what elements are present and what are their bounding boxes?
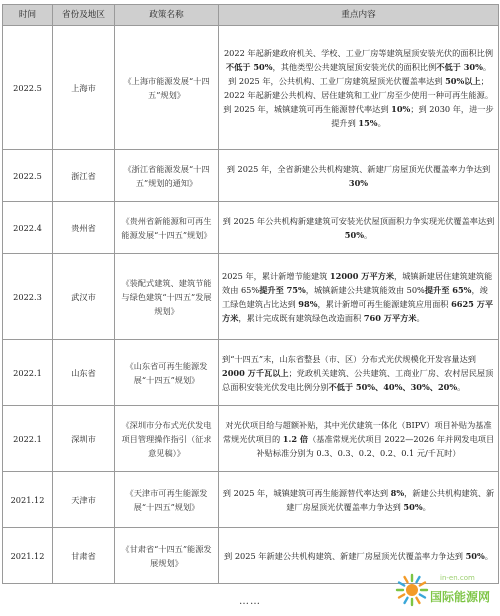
cell-policy-name: 《上海市能源发展“十四五”规划》 xyxy=(115,26,219,150)
content-text: ，城镇新建居住建筑建筑能效由 65% xyxy=(222,270,493,295)
content-text: ，其他类型公共建筑屋顶安装光伏的面积比例 xyxy=(272,61,437,72)
table-body xyxy=(3,26,499,584)
policy-table xyxy=(2,4,499,584)
sun-ray xyxy=(420,595,425,598)
content-paragraph xyxy=(222,162,495,190)
sun-logo-icon xyxy=(394,568,430,608)
cell-date: 2022.5 xyxy=(3,26,53,150)
highlight-text: 12000 万平方米 xyxy=(329,270,395,281)
sun-ray xyxy=(417,577,420,582)
cell-date: 2022.1 xyxy=(3,340,53,406)
cell-region: 深圳市 xyxy=(53,406,115,472)
content-text: 到 2025 年公共机构新建建筑可安装光伏屋顶面积力争实现光伏覆盖率达到 xyxy=(222,215,495,226)
cell-date: 2021.12 xyxy=(3,472,53,528)
content-text: ，城镇新建公共建筑能效由 50% xyxy=(305,284,425,295)
watermark-text: 国际能源网 xyxy=(430,590,491,604)
cell-date: 2021.12 xyxy=(3,528,53,584)
content-text: 到 2025 年新建公共机构建筑、新建厂房屋顶光伏覆盖率力争达到 xyxy=(224,550,466,561)
highlight-text: 提升至 65% xyxy=(424,284,472,295)
cell-policy-name: 《深圳市分布式光伏发电项目管理操作指引（征求意见稿）》 xyxy=(115,406,219,472)
table-row xyxy=(3,406,499,472)
cell-policy-name: 《天津市可再生能源发展“十四五”规划》 xyxy=(115,472,219,528)
content-paragraph xyxy=(222,269,495,325)
highlight-text: 50% xyxy=(344,229,364,240)
cell-region: 浙江省 xyxy=(53,150,115,202)
content-paragraph xyxy=(222,486,495,514)
table-header-row xyxy=(3,5,499,26)
content-text: 。 xyxy=(363,229,373,240)
table-row xyxy=(3,150,499,202)
cell-region: 山东省 xyxy=(53,340,115,406)
cell-key-content xyxy=(219,406,499,472)
table-row xyxy=(3,202,499,254)
content-text: 到 2025 年，城镇建筑可再生能源替代率达到 xyxy=(222,487,391,498)
content-text: ；党政机关建筑、公共建筑、工商业厂房、农村居民屋顶总面积安装光伏发电比例分别 xyxy=(222,367,494,392)
content-text: ；到 2030 年，进一步提升到 xyxy=(331,103,494,128)
highlight-text: 30% xyxy=(348,177,369,188)
content-text: 对光伏项目给与超额补贴，其中光伏建筑一体化（BIPV）项目补贴为基准常规光伏项目的 xyxy=(222,419,492,444)
highlight-text: 760 万平方米 xyxy=(363,312,417,323)
cell-policy-name: 《装配式建筑、建筑节能与绿色建筑“十四五”发展规划》 xyxy=(115,254,219,340)
content-paragraph xyxy=(222,88,495,102)
content-paragraph xyxy=(222,214,495,242)
content-paragraph xyxy=(222,549,495,563)
cell-key-content xyxy=(219,340,499,406)
highlight-text: 不低于 30% xyxy=(436,61,483,72)
sun-ray xyxy=(405,598,408,603)
highlight-text: 2000 万千瓦以上 xyxy=(222,367,289,378)
content-text: 2025 年，累计新增节能建筑 xyxy=(222,270,330,281)
content-text: ，累计新增可再生能源建筑应用面积 xyxy=(317,298,452,309)
content-text: 2022 年起新建公共机构、居住建筑和工业厂房至少使用一种可再生能源。 xyxy=(223,89,494,100)
cell-date: 2022.4 xyxy=(3,202,53,254)
highlight-text: 15% xyxy=(358,117,378,128)
content-paragraph xyxy=(222,46,495,74)
content-text: 。 xyxy=(482,61,492,72)
cell-policy-name: 《浙江省能源发展“十四五”规划的通知》 xyxy=(115,150,219,202)
highlight-text: 不低于 50%、40%、30%、20% xyxy=(328,381,458,392)
cell-date: 2022.3 xyxy=(3,254,53,340)
content-paragraph xyxy=(222,352,495,394)
cell-policy-name: 《贵州省新能源和可再生能源发展“十四五”规划》 xyxy=(115,202,219,254)
highlight-text: 50%以上 xyxy=(445,75,481,86)
content-text: ； xyxy=(480,75,489,86)
cell-policy-name: 《甘肃省“十四五”能源发展规划》 xyxy=(115,528,219,584)
content-text: 。 xyxy=(457,381,466,392)
cell-key-content xyxy=(219,254,499,340)
table-row xyxy=(3,472,499,528)
highlight-text: 50% xyxy=(465,550,485,561)
content-text: （基准常规光伏项目 2022—2026 年并网发电项目补贴标准分别为 0.3、0.3、0.2、0.2、0.1 元/千瓦时） xyxy=(256,433,495,458)
sun-ray xyxy=(399,583,404,586)
cell-region: 甘肃省 xyxy=(53,528,115,584)
watermark-logo xyxy=(394,568,494,612)
header-date: 时间 xyxy=(3,5,53,26)
highlight-text: 不低于 50% xyxy=(225,61,273,72)
cell-region: 上海市 xyxy=(53,26,115,150)
content-paragraph xyxy=(222,418,495,460)
table-row xyxy=(3,254,499,340)
content-text: 。 xyxy=(422,501,431,512)
content-text: 到 2025 年，城镇建筑可再生能源替代率达到 xyxy=(223,103,392,114)
sun-ray xyxy=(417,598,420,603)
content-text: ，竣工绿色建筑占比达到 xyxy=(222,284,488,309)
content-text: 2022 年起新建政府机关、学校、工业厂房等建筑屋顶安装光伏的面积比例 xyxy=(223,47,494,58)
highlight-text: 50% xyxy=(403,501,423,512)
highlight-text: 8% xyxy=(390,487,405,498)
header-policy: 政策名称 xyxy=(115,5,219,26)
table-row xyxy=(3,26,499,150)
highlight-text: 6625 万平方米 xyxy=(222,298,494,323)
continuation-ellipsis: …… xyxy=(239,596,261,607)
cell-region: 武汉市 xyxy=(53,254,115,340)
highlight-text: 98% xyxy=(298,298,318,309)
watermark-domain: in-en.com xyxy=(440,574,475,582)
sun-ray xyxy=(420,583,425,586)
highlight-text: 1.2 倍 xyxy=(282,433,309,444)
cell-key-content xyxy=(219,202,499,254)
cell-policy-name: 《山东省可再生能源发展“十四五”规划》 xyxy=(115,340,219,406)
sun-ray xyxy=(399,595,404,598)
cell-key-content xyxy=(219,150,499,202)
table-row xyxy=(3,340,499,406)
highlight-text: 提升至 75% xyxy=(259,284,306,295)
header-region: 省份及地区 xyxy=(53,5,115,26)
header-content: 重点内容 xyxy=(219,5,499,26)
cell-date: 2022.1 xyxy=(3,406,53,472)
content-text: ，累计完成既有建筑绿色改造面积 xyxy=(238,312,364,323)
content-paragraph xyxy=(222,102,495,130)
content-text: 。 xyxy=(484,550,493,561)
content-text: 到 2025 年，全省新建公共机构建筑、新建厂房屋顶光伏覆盖率力争达到 xyxy=(226,163,491,174)
content-paragraph xyxy=(222,74,495,88)
content-text: 。 xyxy=(416,312,425,323)
cell-key-content xyxy=(219,472,499,528)
cell-key-content xyxy=(219,26,499,150)
cell-region: 天津市 xyxy=(53,472,115,528)
sun-ray xyxy=(405,577,408,582)
highlight-text: 10% xyxy=(391,103,411,114)
cell-date: 2022.5 xyxy=(3,150,53,202)
content-text: 到“十四五”末，山东省整县（市、区）分布式光伏规模化开发容量达到 xyxy=(222,353,476,364)
content-text: ，新建公共机构建筑、新建厂房屋顶光伏覆盖率力争达到 xyxy=(286,487,495,512)
content-text: 到 2025 年，公共机构、工业厂房建筑屋顶光伏覆盖率达到 xyxy=(228,75,446,86)
content-text: 。 xyxy=(377,117,386,128)
cell-region: 贵州省 xyxy=(53,202,115,254)
